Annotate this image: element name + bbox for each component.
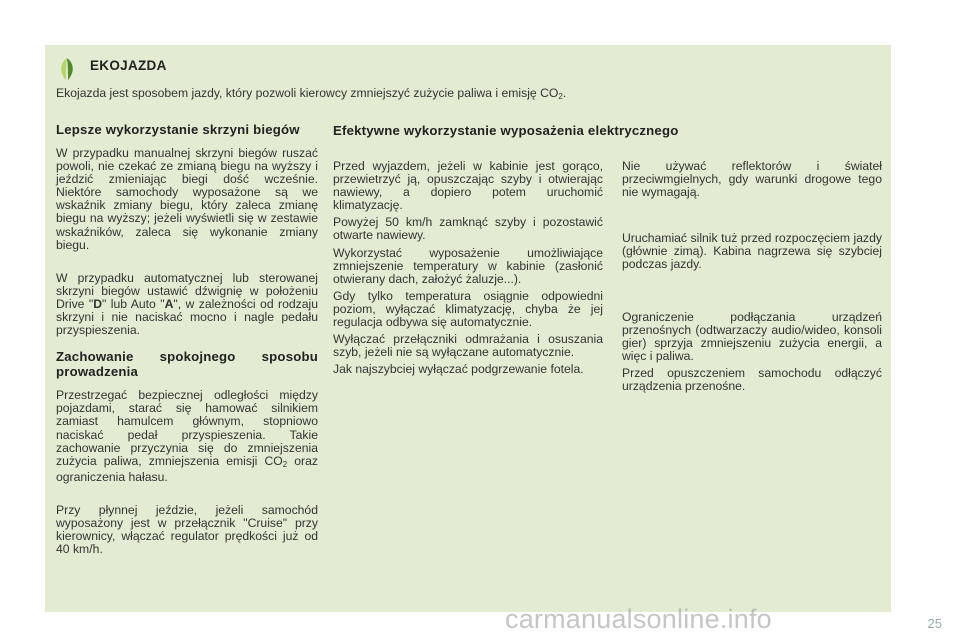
electrical-heading: Efektywne wykorzystanie wyposażenia elektrycznego: [333, 123, 679, 138]
page-number: 25: [927, 616, 942, 631]
gearbox-auto-text: W przypadku automatycznej lub sterowanej skrzyni biegów ustawić dźwignię w położeniu Drive "D" lub Auto "A", w zależności od rodzaju skrzyni i nie naciskać mocno i nagle pedału przyspieszenia.: [56, 270, 318, 338]
driving-heading: Zachowanie spokojnego sposobu prowadzenia: [56, 349, 318, 380]
driving-text-1: Przestrzegać bezpiecznej odległości między pojazdami, starać się hamować silnikiem zamiast hamulcem głównym, stopniowo naciskać pedał przyspieszenia. Takie zachowanie przyczynia się do zmniejszenia zużycia paliwa, zmniejszenia emisji $CO_2$ oraz ograniczenia hałasu.: [56, 388, 318, 484]
watermark: carmanualsonline.info: [505, 604, 772, 634]
electrical-text: Przed wyjazdem, jeżeli w kabinie jest gorąco, przewietrzyć ją, opuszczając szyby i otwierając nawiewy, a dopiero potem uruchomić klimatyzację.: [333, 159, 603, 213]
intro-text: Ekojazda jest sposobem jazdy, który pozwoli kierowcy zmniejszyć zużycie paliwa i emisję $CO_2$.: [56, 86, 567, 101]
electrical-text: Wykorzystać wyposażenie umożliwiające zmniejszenie temperatury w kabinie (zasłonić otwierany dach, założyć żaluzje...).: [333, 245, 603, 286]
gearbox-heading: Lepsze wykorzystanie skrzyni biegów: [56, 122, 300, 137]
column-right: [622, 160, 882, 393]
electrical-text: Powyżej 50 km/h zamknąć szyby i pozostawić otwarte nawiewy.: [333, 215, 603, 243]
column-middle: [333, 160, 603, 376]
electrical-text: Nie używać reflektorów i świateł przeciwmgielnych, gdy warunki drogowe tego nie wymagają.: [622, 159, 882, 200]
electrical-text: Uruchamiać silnik tuż przed rozpoczęciem jazdy (głównie zimą). Kabina nagrzewa się szybciej podczas jazdy.: [622, 231, 882, 272]
electrical-text: Ograniczenie podłączania urządzeń przenośnych (odtwarzaczy audio/wideo, konsoli gier) sprzyja zmniejszeniu zużycia energii, a więc i paliwa.: [622, 309, 882, 363]
electrical-text: Gdy tylko temperatura osiągnie odpowiedni poziom, wyłączać klimatyzację, chyba że jej regulacja odbywa się automatycznie.: [333, 288, 603, 330]
electrical-text: Wyłączać przełączniki odmrażania i osuszania szyb, jeżeli nie są wyłączane automatycznie.: [333, 332, 603, 360]
electrical-text: Jak najszybciej wyłączać podgrzewanie fotela.: [333, 362, 584, 377]
electrical-text: Przed opuszczeniem samochodu odłączyć urządzenia przenośne.: [622, 365, 882, 394]
section-title: EKOJAZDA: [90, 58, 167, 73]
leaf-icon: [57, 57, 77, 81]
gearbox-manual-text: W przypadku manualnej skrzyni biegów ruszać powoli, nie czekać ze zmianą biegu na wyższy i jeździć zmieniając biegi dość wcześnie. Niektóre samochody wyposażone są we wskaźnik zmiany biegu, który zaleca zmianę biegu na wyższy; jeżeli wyświetli się w zestawie wskaźników, zaleca się wykonanie zmiany biegu.: [56, 146, 318, 252]
driving-text-2: Przy płynnej jeździe, jeżeli samochód wyposażony jest w przełącznik "Cruise" przy kierownicy, włączać regulator prędkości już od 40 km/h.: [56, 502, 318, 557]
column-left: [56, 122, 318, 556]
